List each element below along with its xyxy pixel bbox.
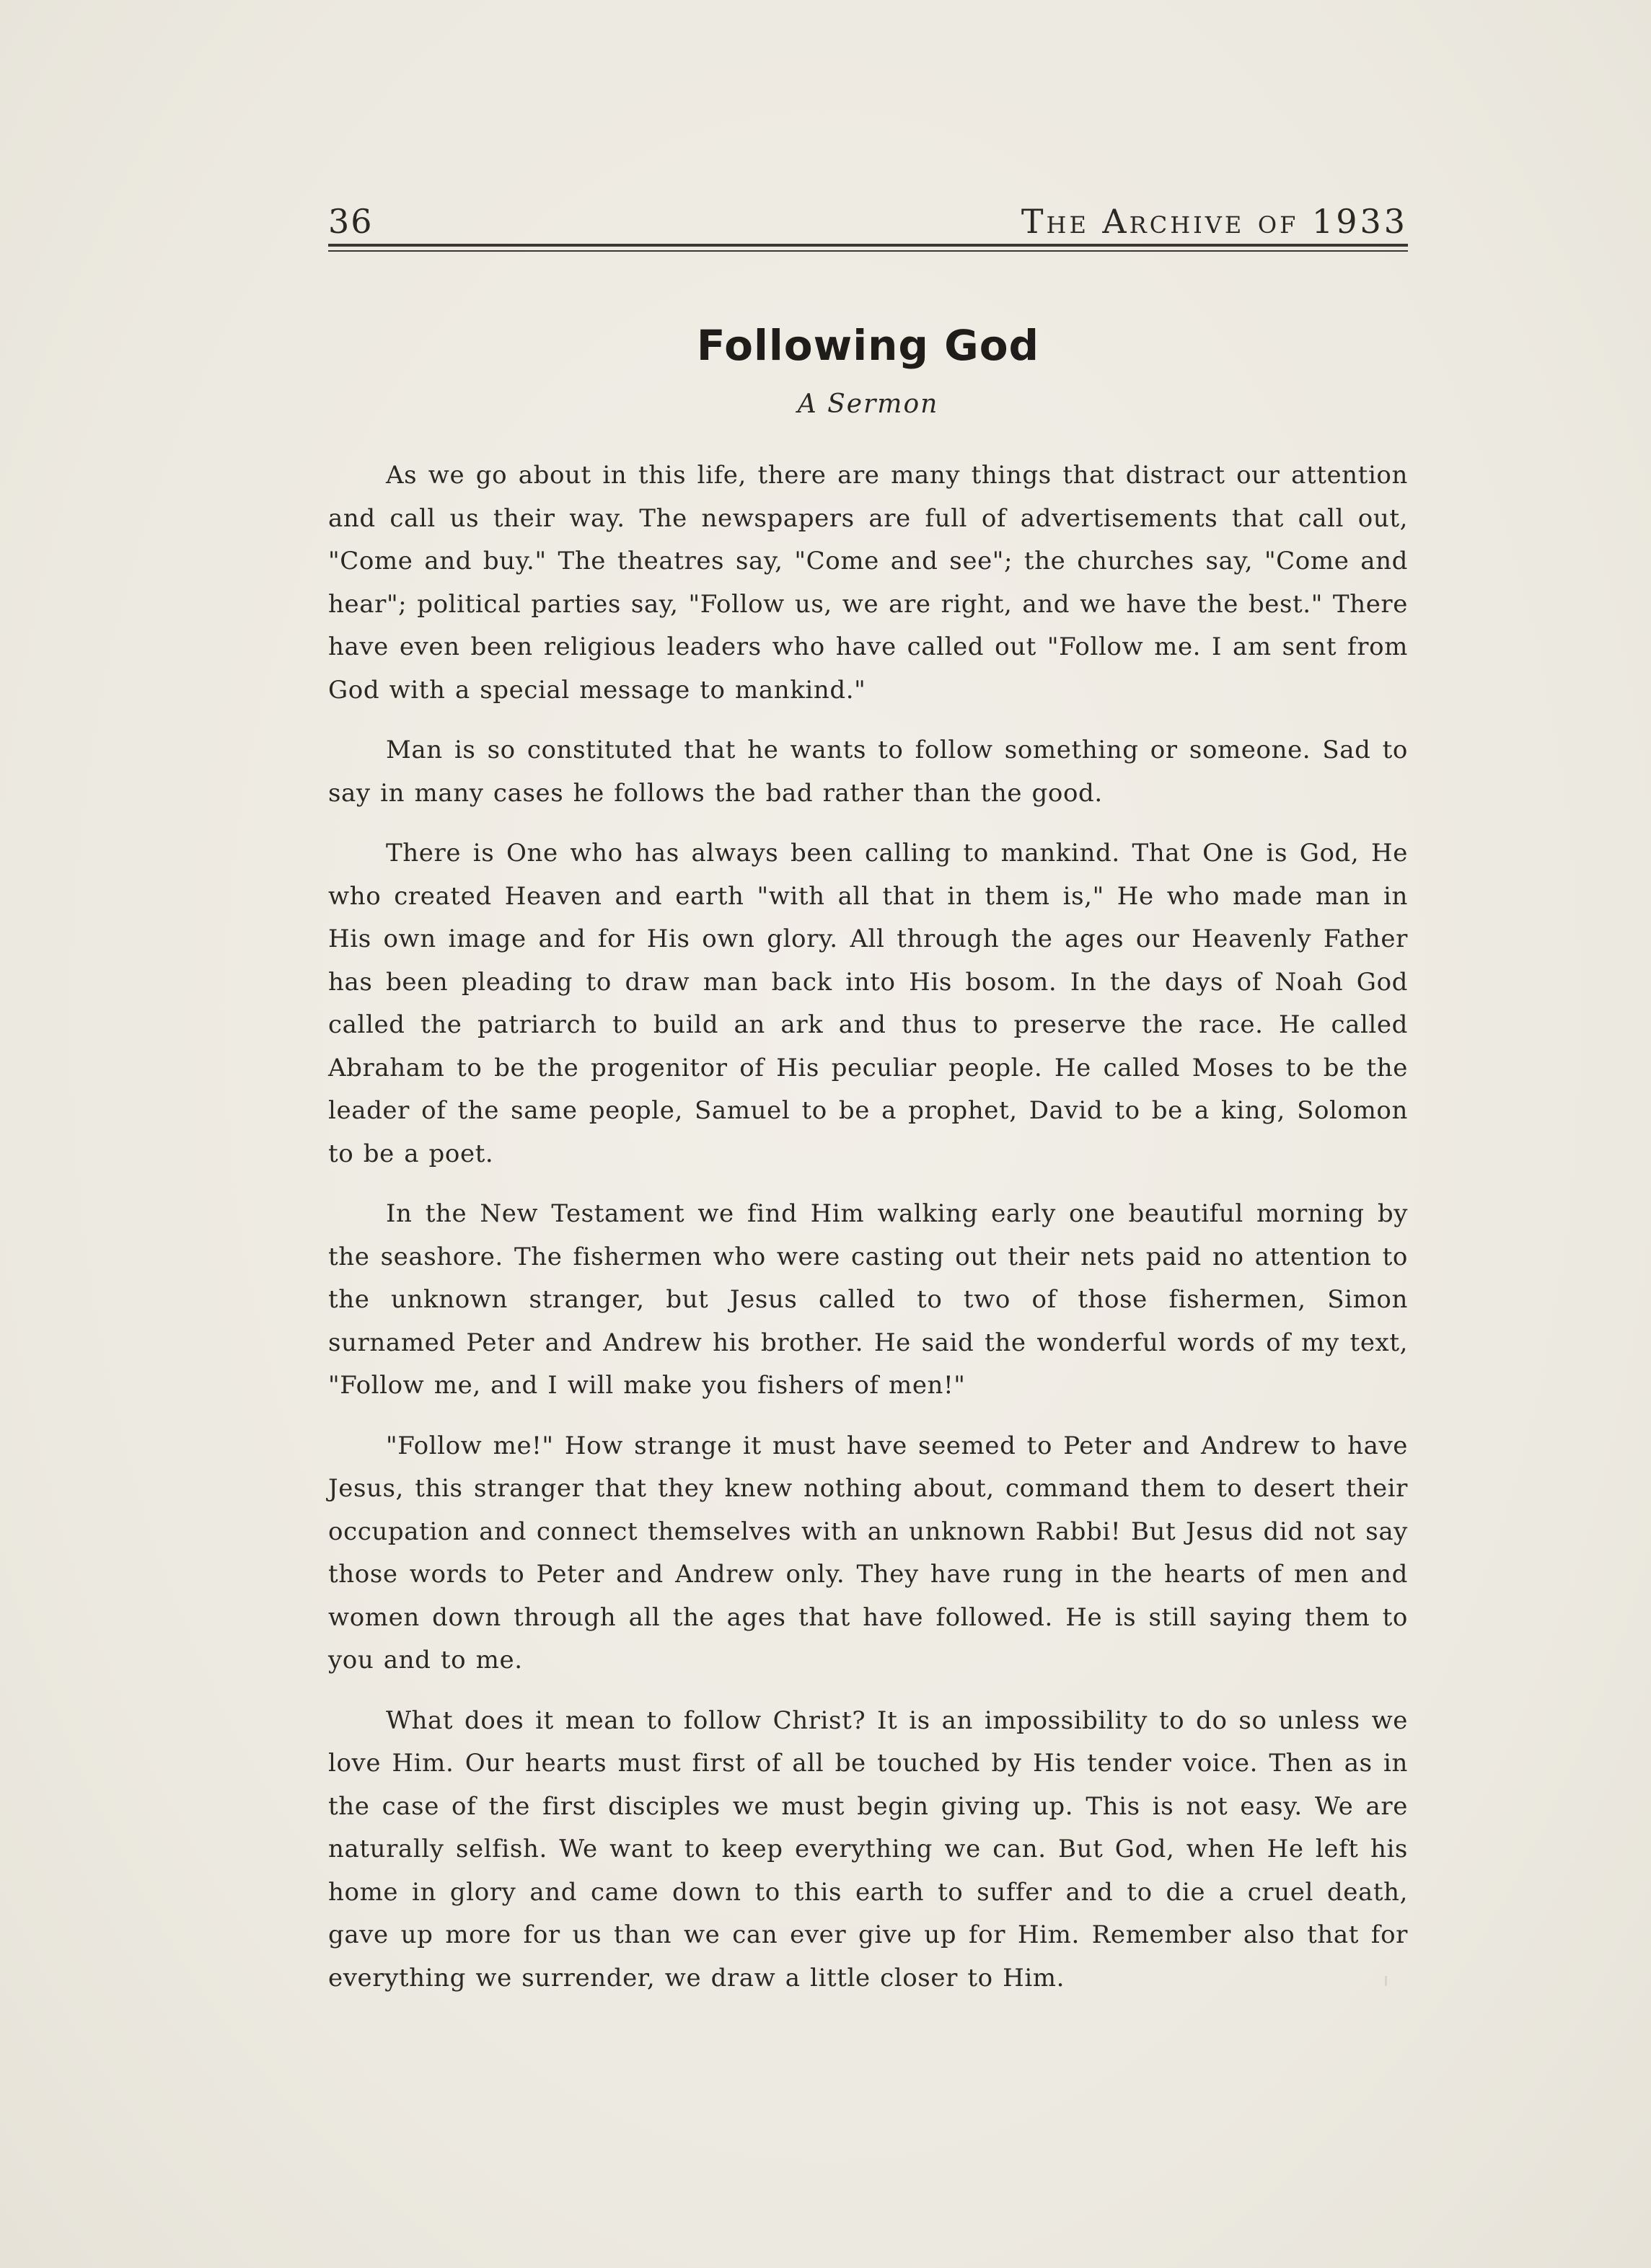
article-body bbox=[328, 454, 1408, 2017]
page-number: 36 bbox=[328, 202, 374, 241]
paragraph: What does it mean to follow Christ? It is an impossibility to do so unless we love Him. Our hearts must first of all be touched by His tender voice. Then as in the case of the first disciples we must begin giving up. This is not easy. We are naturally selfish. We want to keep everything we can. But God, when He left his home in glory and came down to this earth to suffer and to die a cruel death, gave up more for us than we can ever give up for Him. Remember also that for everything we surrender, we draw a little closer to Him. bbox=[328, 1706, 1408, 1993]
page-header bbox=[328, 196, 1408, 241]
paragraph: "Follow me!" How strange it must have seemed to Peter and Andrew to have Jesus, this stranger that they knew nothing about, command them to desert their occupation and connect themselves with an unknown Rabbi! But Jesus did not say those words to Peter and Andrew only. They have rung in the hearts of men and women down through all the ages that have followed. He is still saying them to you and to me. bbox=[328, 1431, 1408, 1674]
header-rule-thin bbox=[328, 250, 1408, 252]
article-title: Following God bbox=[696, 321, 1040, 370]
paragraph: As we go about in this life, there are many things that distract our attention and call us their way. The newspapers are full of advertisements that call out, "Come and buy." The theatres say, "Come and see"; the churches say, "Come and hear"; political parties say, "Follow us, we are right, and we have the best." There have even been religious leaders who have called out "Follow me. I am sent from God with a special message to mankind." bbox=[328, 461, 1408, 705]
header-rule-thick bbox=[328, 244, 1408, 247]
paragraph: There is One who has always been calling to mankind. That One is God, He who created Heaven and earth "with all that in them is," He who made man in His own image and for His own glory. All through the ages our Heavenly Father has been pleading to draw man back into His bosom. In the days of Noah God called the patriarch to build an ark and thus to preserve the race. He called Abraham to be the progenitor of His peculiar people. He called Moses to be the leader of the same people, Samuel to be a prophet, David to be a king, Solomon to be a poet. bbox=[328, 839, 1408, 1168]
paper-speck bbox=[1385, 1976, 1387, 1986]
paragraph: In the New Testament we find Him walking early one beautiful morning by the seashore. The fishermen who were casting out their nets paid no attention to the unknown stranger, but Jesus called to two of those fishermen, Simon surnamed Peter and Andrew his brother. He said the wonderful words of my text, "Follow me, and I will make you fishers of men!" bbox=[328, 1199, 1408, 1400]
running-title: The Archive of 1933 bbox=[1021, 202, 1408, 241]
paragraph: Man is so constituted that he wants to follow something or someone. Sad to say in many cases he follows the bad rather than the good. bbox=[328, 736, 1408, 808]
article-subtitle: A Sermon bbox=[797, 389, 939, 419]
